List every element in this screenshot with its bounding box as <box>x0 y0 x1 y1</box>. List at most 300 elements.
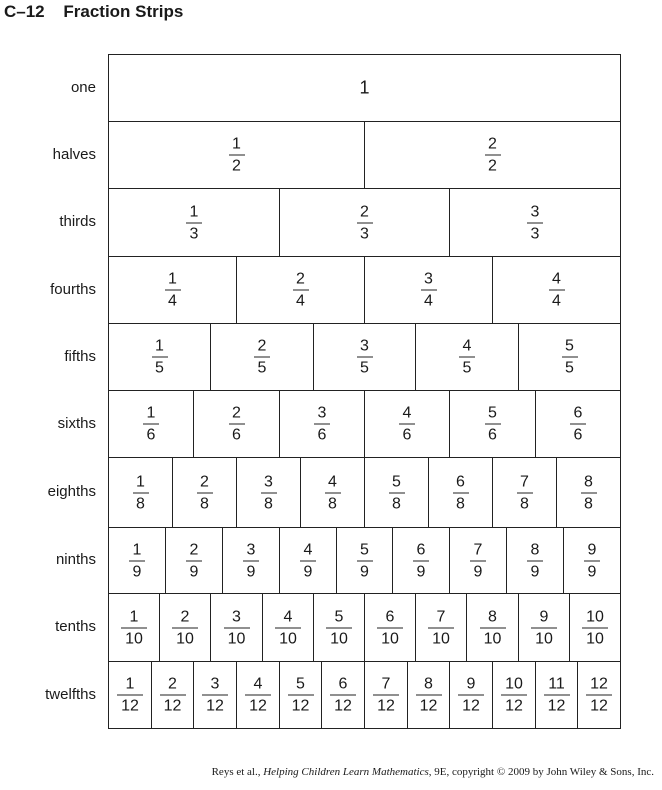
fraction-bar <box>186 560 202 561</box>
fraction <box>301 472 364 513</box>
fraction-bar <box>300 560 316 561</box>
fraction-bar <box>485 424 501 425</box>
fraction <box>166 540 222 581</box>
numerator: 11 <box>548 675 565 693</box>
row-label-tenths: tenths <box>55 618 96 635</box>
fraction <box>365 472 428 513</box>
numerator: 3 <box>210 675 220 693</box>
denominator: 6 <box>232 426 241 444</box>
fraction <box>536 675 577 716</box>
fraction <box>322 675 364 716</box>
strip-cell-eighths-7 <box>492 457 557 528</box>
fraction-bar <box>581 492 597 493</box>
fraction-bar <box>485 155 501 156</box>
fraction-bar <box>421 290 437 291</box>
denominator: 5 <box>155 359 164 377</box>
strip-cell-fifths-5 <box>518 323 621 391</box>
fraction <box>263 607 313 648</box>
strip-cell-twelfths-1 <box>108 661 152 729</box>
numerator: 5 <box>296 675 305 693</box>
strip-cell-ninths-2 <box>165 527 223 594</box>
fraction <box>109 202 279 243</box>
numerator: 7 <box>473 541 483 558</box>
denominator: 12 <box>206 697 224 715</box>
numerator: 12 <box>590 675 608 693</box>
strip-cell-fifths-3 <box>313 323 416 391</box>
fraction <box>365 404 449 445</box>
numerator: 1 <box>168 270 177 288</box>
numerator: 1 <box>155 337 164 355</box>
strip-cell-sixths-3 <box>279 390 365 458</box>
fraction-bar <box>160 695 186 696</box>
fraction <box>507 540 563 581</box>
fraction-bar <box>325 492 341 493</box>
row-label-fourths: fourths <box>50 280 96 298</box>
denominator: 9 <box>246 563 256 580</box>
fraction-bar <box>165 290 181 291</box>
fraction <box>393 540 449 581</box>
strip-cell-twelfths-12 <box>577 661 621 729</box>
fraction-bar <box>143 424 159 425</box>
denominator: 12 <box>334 697 352 715</box>
denominator: 12 <box>547 697 566 715</box>
fraction-bar <box>326 627 352 628</box>
denominator: 8 <box>456 495 465 512</box>
fraction-bar <box>549 290 565 291</box>
numerator: 1 <box>125 675 135 693</box>
numerator: 3 <box>317 404 327 422</box>
denominator: 10 <box>483 630 502 647</box>
strip-cell-twelfths-11 <box>535 661 578 729</box>
strip-cell-halves-2 <box>364 121 621 189</box>
fraction <box>365 135 620 176</box>
numerator: 3 <box>424 270 433 288</box>
strip-cell-twelfths-2 <box>151 661 194 729</box>
strip-cell-tenths-6 <box>364 593 416 662</box>
strip-cell-twelfths-7 <box>364 661 408 729</box>
fraction-bar <box>517 492 533 493</box>
strip-cell-tenths-8 <box>466 593 519 662</box>
fraction <box>408 675 449 716</box>
denominator: 10 <box>586 630 604 647</box>
denominator: 8 <box>200 495 209 512</box>
fraction-bar <box>229 424 245 425</box>
numerator: 5 <box>334 608 344 625</box>
fraction-bar <box>373 695 399 696</box>
denominator: 6 <box>402 426 412 444</box>
denominator: 10 <box>279 630 297 647</box>
denominator: 2 <box>488 157 497 175</box>
fraction-bar <box>152 357 168 358</box>
strip-cell-fifths-2 <box>210 323 314 391</box>
denominator: 6 <box>573 426 583 444</box>
denominator: 6 <box>146 426 156 444</box>
strip-cell-tenths-7 <box>415 593 467 662</box>
numerator: 2 <box>296 270 305 288</box>
strip-cell-ninths-9 <box>563 527 621 594</box>
numerator: 4 <box>552 270 561 288</box>
row-label-fifths: fifths <box>64 347 96 365</box>
numerator: 9 <box>466 675 476 693</box>
fraction <box>557 472 620 513</box>
fraction-bar <box>224 627 250 628</box>
fraction-bar <box>428 627 454 628</box>
numerator: 6 <box>338 675 348 693</box>
fraction <box>493 675 535 716</box>
numerator: 1 <box>232 135 241 153</box>
numerator: 2 <box>200 473 209 490</box>
numerator: 4 <box>402 404 412 422</box>
fraction <box>109 135 364 176</box>
numerator: 1 <box>132 541 142 558</box>
fraction <box>416 337 518 378</box>
numerator: 5 <box>565 337 574 355</box>
strip-cell-eighths-4 <box>300 457 365 528</box>
fraction-bar <box>377 627 403 628</box>
fraction-bar <box>254 357 270 358</box>
denominator: 9 <box>587 563 597 580</box>
fraction-bar <box>243 560 259 561</box>
denominator: 10 <box>330 630 348 647</box>
fraction <box>109 540 165 581</box>
numerator: 1 <box>189 203 199 220</box>
fraction-bar <box>275 627 301 628</box>
denominator: 3 <box>530 225 540 242</box>
fraction-bar <box>172 627 198 628</box>
numerator: 10 <box>505 675 523 693</box>
denominator: 12 <box>121 697 139 715</box>
numerator: 6 <box>573 404 583 422</box>
numerator: 6 <box>385 608 395 625</box>
denominator: 8 <box>264 495 273 512</box>
row-label-halves: halves <box>52 145 96 163</box>
fraction <box>467 607 518 648</box>
numerator: 7 <box>520 473 529 490</box>
strip-cell-twelfths-6 <box>321 661 365 729</box>
fraction <box>493 270 620 311</box>
fraction-bar <box>586 695 612 696</box>
strip-cell-twelfths-4 <box>236 661 280 729</box>
denominator: 9 <box>360 563 369 580</box>
fraction <box>109 675 151 716</box>
strip-cell-twelfths-5 <box>279 661 322 729</box>
strip-cell-sixths-1 <box>108 390 194 458</box>
fraction <box>109 404 193 445</box>
fraction-bar <box>527 560 543 561</box>
page-title: Fraction Strips <box>63 2 184 21</box>
fraction <box>280 404 364 445</box>
fraction-bar <box>584 560 600 561</box>
row-label-thirds: thirds <box>59 213 96 230</box>
numerator: 8 <box>530 541 540 558</box>
fraction-bar <box>330 695 356 696</box>
fraction <box>564 540 620 581</box>
fraction-bar <box>582 627 608 628</box>
denominator: 9 <box>473 563 483 580</box>
strip-cell-twelfths-3 <box>193 661 237 729</box>
denominator: 3 <box>360 225 369 242</box>
denominator: 8 <box>392 495 401 512</box>
fraction <box>429 472 492 513</box>
denominator: 10 <box>227 630 246 647</box>
fraction <box>450 404 535 445</box>
fraction-bar <box>480 627 506 628</box>
strip-cell-ninths-1 <box>108 527 166 594</box>
fraction <box>450 202 620 243</box>
denominator: 8 <box>136 495 145 512</box>
denominator: 5 <box>257 359 267 377</box>
strip-cell-fifths-1 <box>108 323 211 391</box>
fraction <box>416 607 466 648</box>
strip-cell-fourths-3 <box>364 256 493 324</box>
strip-cell-eighths-3 <box>236 457 301 528</box>
fraction-bar <box>186 222 202 223</box>
strip-cell-sixths-4 <box>364 390 450 458</box>
strip-cell-eighths-5 <box>364 457 429 528</box>
denominator: 10 <box>432 630 450 647</box>
denominator: 3 <box>189 225 199 242</box>
denominator: 12 <box>249 697 267 715</box>
denominator: 4 <box>424 292 433 310</box>
fraction-bar <box>357 357 373 358</box>
fraction-bar <box>570 424 586 425</box>
strip-cell-thirds-2 <box>279 188 450 257</box>
fraction <box>160 607 210 648</box>
fraction-bar <box>453 492 469 493</box>
fraction <box>194 675 236 716</box>
fraction <box>152 675 193 716</box>
fraction-bar <box>133 492 149 493</box>
strip-cell-thirds-1 <box>108 188 280 257</box>
footer-book-title: Helping Children Learn Mathematics <box>263 766 429 778</box>
numerator: 1 <box>129 608 139 625</box>
strip-cell-tenths-9 <box>518 593 570 662</box>
fraction <box>314 607 364 648</box>
strip-cell-halves-1 <box>108 121 365 189</box>
strip-cell-eighths-2 <box>172 457 237 528</box>
strip-cell-tenths-3 <box>210 593 263 662</box>
strip-cell-tenths-2 <box>159 593 211 662</box>
denominator: 12 <box>462 697 480 715</box>
fraction-bar <box>293 290 309 291</box>
fraction <box>280 202 449 243</box>
numerator: 2 <box>189 541 199 558</box>
fraction-bar <box>413 560 429 561</box>
row-label-ninths: ninths <box>55 551 96 568</box>
fraction <box>109 270 236 311</box>
numerator: 8 <box>584 473 593 490</box>
fraction-bar <box>117 695 143 696</box>
fraction <box>578 675 620 716</box>
numerator: 3 <box>530 203 540 220</box>
fraction <box>109 337 210 378</box>
fraction-bar <box>399 424 415 425</box>
strip-cell-ninths-8 <box>506 527 564 594</box>
denominator: 12 <box>419 697 438 715</box>
numerator: 2 <box>488 135 497 153</box>
strip-cell-ninths-3 <box>222 527 280 594</box>
strip-cell-fourths-2 <box>236 256 365 324</box>
numerator: 4 <box>253 675 263 693</box>
fraction-bar <box>531 627 557 628</box>
fraction <box>365 270 492 311</box>
denominator: 9 <box>303 563 313 580</box>
numerator: 9 <box>539 608 549 625</box>
strip-cell-eighths-8 <box>556 457 621 528</box>
denominator: 5 <box>565 359 574 377</box>
fraction-bar <box>357 222 373 223</box>
page-code: C–12 <box>4 2 45 21</box>
strip-cell-fifths-4 <box>415 323 519 391</box>
row-label-twelfths: twelfths <box>45 685 96 703</box>
fraction-bar <box>389 492 405 493</box>
fraction <box>365 607 415 648</box>
denominator: 5 <box>360 359 369 377</box>
strip-cell-sixths-6 <box>535 390 621 458</box>
fraction-bar <box>501 695 527 696</box>
fraction-bar <box>544 695 570 696</box>
denominator: 6 <box>317 426 327 444</box>
fraction <box>237 472 300 513</box>
denominator: 10 <box>535 630 553 647</box>
numerator: 5 <box>360 541 369 558</box>
fraction <box>280 675 321 716</box>
denominator: 2 <box>232 157 241 175</box>
denominator: 12 <box>291 697 310 715</box>
denominator: 10 <box>381 630 399 647</box>
numerator: 4 <box>283 608 293 625</box>
fraction-bar <box>562 357 578 358</box>
fraction-bar <box>458 695 484 696</box>
numerator: 8 <box>424 675 433 693</box>
numerator: 1 <box>146 404 156 422</box>
strip-cell-eighths-1 <box>108 457 173 528</box>
fraction <box>493 472 556 513</box>
fraction-bar <box>261 492 277 493</box>
strip-cell-twelfths-9 <box>449 661 493 729</box>
strip-cell-thirds-3 <box>449 188 621 257</box>
fraction-bar <box>202 695 228 696</box>
fraction <box>194 404 279 445</box>
denominator: 4 <box>168 292 177 310</box>
fraction <box>536 404 620 445</box>
fraction <box>519 607 569 648</box>
fraction-bar <box>416 695 442 696</box>
strip-cell-fourths-4 <box>492 256 621 324</box>
numerator: 9 <box>587 541 597 558</box>
fraction <box>109 472 172 513</box>
fraction-bar <box>470 560 486 561</box>
strip-cell-ninths-4 <box>279 527 337 594</box>
denominator: 9 <box>416 563 426 580</box>
denominator: 9 <box>132 563 142 580</box>
strip-cell-ninths-7 <box>449 527 507 594</box>
numerator: 3 <box>360 337 369 355</box>
strip-cell-sixths-5 <box>449 390 536 458</box>
fraction <box>314 337 415 378</box>
fraction <box>570 607 620 648</box>
numerator: 2 <box>360 203 369 220</box>
fraction <box>223 540 279 581</box>
fraction <box>450 540 506 581</box>
denominator: 6 <box>488 426 497 444</box>
numerator: 5 <box>392 473 401 490</box>
fraction-bar <box>197 492 213 493</box>
fraction-bar <box>245 695 271 696</box>
denominator: 9 <box>530 563 540 580</box>
fraction <box>173 472 236 513</box>
numerator: 6 <box>456 473 465 490</box>
fraction <box>237 675 279 716</box>
denominator: 12 <box>590 697 608 715</box>
numerator: 5 <box>488 404 497 422</box>
numerator: 1 <box>136 473 145 490</box>
fraction <box>109 607 159 648</box>
numerator: 2 <box>168 675 177 693</box>
numerator: 4 <box>462 337 472 355</box>
fraction <box>337 540 392 581</box>
fraction <box>211 337 313 378</box>
fraction-bar <box>314 424 330 425</box>
strip-cell-ninths-6 <box>392 527 450 594</box>
strip-cell-one-1 <box>108 54 621 122</box>
denominator: 5 <box>462 359 472 377</box>
numerator: 2 <box>180 608 190 625</box>
row-label-eighths: eighths <box>47 483 96 500</box>
fraction-bar <box>288 695 314 696</box>
denominator: 8 <box>584 495 593 512</box>
denominator: 8 <box>328 495 337 512</box>
denominator: 10 <box>125 630 143 647</box>
strip-cell-fourths-1 <box>108 256 237 324</box>
fraction <box>237 270 364 311</box>
fraction <box>450 675 492 716</box>
fraction-bar <box>129 560 145 561</box>
fraction-bar <box>357 560 373 561</box>
numerator: 4 <box>303 541 313 558</box>
fraction-bar <box>527 222 543 223</box>
strip-cell-tenths-1 <box>108 593 160 662</box>
strip-cell-ninths-5 <box>336 527 393 594</box>
numerator: 7 <box>381 675 391 693</box>
strip-cell-twelfths-8 <box>407 661 450 729</box>
fraction <box>365 675 407 716</box>
whole-number: 1 <box>359 77 370 98</box>
denominator: 4 <box>552 292 561 310</box>
numerator: 7 <box>436 608 446 625</box>
fraction-bar <box>459 357 475 358</box>
numerator: 2 <box>257 337 267 355</box>
numerator: 3 <box>232 608 241 625</box>
fraction-bar <box>229 155 245 156</box>
numerator: 2 <box>232 404 241 422</box>
denominator: 9 <box>189 563 199 580</box>
fraction <box>280 540 336 581</box>
denominator: 12 <box>505 697 523 715</box>
strip-cell-tenths-10 <box>569 593 621 662</box>
footer-copyright: , 9E, copyright © 2009 by John Wiley & Sons, Inc. <box>428 766 654 778</box>
strip-cell-twelfths-10 <box>492 661 536 729</box>
denominator: 8 <box>520 495 529 512</box>
fraction <box>109 79 620 98</box>
numerator: 10 <box>586 608 604 625</box>
denominator: 10 <box>176 630 194 647</box>
fraction-bar <box>121 627 147 628</box>
denominator: 12 <box>163 697 182 715</box>
fraction <box>211 607 262 648</box>
strip-cell-eighths-6 <box>428 457 493 528</box>
numerator: 8 <box>488 608 497 625</box>
